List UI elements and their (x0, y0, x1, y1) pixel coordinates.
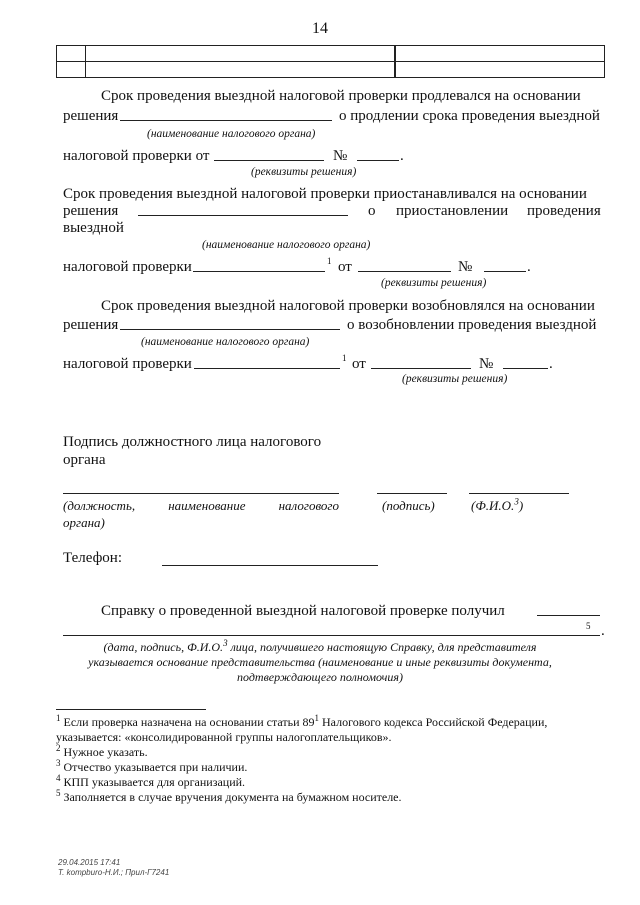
footnote-number: 1 (56, 713, 61, 723)
extension-caption-req: (реквизиты решения) (251, 166, 357, 178)
table-row (57, 62, 605, 78)
suspension-org2-blank (193, 271, 325, 272)
resumption-line1: Срок проведения выездной налоговой проверки возобновлялся на основании (101, 298, 595, 314)
suspension-ot: от (338, 259, 352, 275)
resumption-caption-org: (наименование налогового органа) (141, 336, 310, 348)
receipt-blank-1 (537, 615, 600, 616)
file-stamp-date: 29.04.2015 17:41 (58, 858, 121, 867)
table-cell (395, 62, 604, 78)
footnote-item (56, 715, 547, 730)
receipt-blank-2 (63, 635, 600, 636)
extension-line1: Срок проведения выездной налоговой проверки продлевался на основании (101, 88, 581, 104)
table-cell (85, 62, 394, 78)
resumption-org2-blank (194, 368, 340, 369)
table-row (57, 46, 605, 62)
top-table (56, 45, 605, 78)
caption-word: налогового (278, 498, 339, 513)
extension-number-blank (357, 160, 399, 161)
resumption-sup: 1 (342, 353, 347, 363)
resumption-caption-req: (реквизиты решения) (402, 373, 508, 385)
receipt-caption-2: указывается основание представительства (наименование и иные реквизиты документа, (88, 655, 552, 669)
suspension-o: о (368, 203, 376, 219)
suspension-resh: решения (63, 203, 119, 219)
suspension-org-blank (138, 215, 348, 216)
caption-fio-text: (Ф.И.О. (471, 498, 515, 513)
resumption-dot: . (549, 356, 553, 372)
resumption-date-blank (371, 368, 471, 369)
table-cell (85, 46, 394, 62)
extension-no: № (333, 148, 348, 164)
extension-caption-org: (наименование налогового органа) (147, 128, 316, 140)
footnote-sup: 1 (314, 713, 320, 723)
footnote-text: Нужное указать. (63, 745, 148, 759)
table-cell (395, 46, 604, 62)
receipt-line: Справку о проведенной выездной налоговой проверке получил (101, 603, 505, 619)
caption-text: лица, получившего настоящую Справку, для представителя (227, 640, 537, 654)
footnote-text: Отчество указывается при наличии. (63, 760, 248, 774)
footnotes (56, 715, 547, 805)
suspension-date-blank (358, 271, 451, 272)
footnote-text: указывается: «консолидированной группы налогоплательщиков». (56, 730, 392, 744)
suspension-caption-org: (наименование налогового органа) (202, 239, 371, 251)
caption-sup: 3 (223, 638, 228, 648)
footnote-item (56, 730, 547, 745)
page-number: 14 (312, 20, 328, 37)
footnote-item (56, 745, 547, 760)
footnote-separator (56, 709, 206, 710)
caption-text: (дата, подпись, Ф.И.О. (103, 640, 224, 654)
resumption-after: о возобновлении проведения выездной (347, 317, 597, 333)
signature-position-line (63, 493, 339, 494)
signature-line1: Подпись должностного лица налогового (63, 434, 322, 450)
suspension-number-blank (484, 271, 526, 272)
footnote-item (56, 760, 547, 775)
resumption-ot: от (352, 356, 366, 372)
suspension-line1: Срок проведения выездной налоговой проверки приостанавливался на основании (63, 186, 587, 202)
resumption-line3: налоговой проверки (63, 356, 192, 372)
suspension-line3: налоговой проверки (63, 259, 192, 275)
extension-after: о продлении срока проведения выездной (339, 108, 600, 124)
resumption-resh: решения (63, 317, 119, 333)
signature-sign-line (377, 493, 447, 494)
receipt-caption-3: подтверждающего полномочия) (237, 670, 403, 684)
resumption-number-blank (503, 368, 548, 369)
footnote-number: 2 (56, 743, 61, 753)
signature-caption-position (63, 498, 339, 514)
suspension-caption-req: (реквизиты решения) (381, 277, 487, 289)
extension-org-blank (120, 120, 332, 121)
caption-word: (должность, (63, 498, 136, 513)
extension-line3: налоговой проверки от (63, 148, 210, 164)
table-cell (57, 62, 86, 78)
resumption-org-blank (120, 329, 340, 330)
footnote-number: 4 (56, 773, 61, 783)
extension-dot: . (400, 148, 404, 164)
suspension-sup: 1 (327, 256, 332, 266)
signature-fio-line (469, 493, 569, 494)
footnote-number: 3 (56, 758, 61, 768)
footnote-text: Если проверка назначена на основании статьи 89 (63, 715, 315, 729)
caption-word: наименование (168, 498, 246, 513)
footnote-text: Налогового кодекса Российской Федерации, (319, 715, 548, 729)
suspension-priost: приостановлении (396, 203, 509, 219)
footnote-text: КПП указывается для организаций. (63, 775, 246, 789)
phone-label: Телефон: (63, 550, 122, 566)
signature-caption-organ: органа) (63, 515, 105, 530)
resumption-no: № (479, 356, 494, 372)
extension-resh: решения (63, 108, 119, 124)
extension-date-blank (214, 160, 324, 161)
receipt-sup: 5 (586, 621, 591, 631)
receipt-dot: . (601, 623, 605, 639)
suspension-proved: проведения (527, 203, 601, 219)
signature-caption-sign: (подпись) (382, 498, 435, 513)
footnote-item (56, 790, 547, 805)
signature-caption-fio (471, 498, 523, 514)
phone-blank (162, 565, 378, 566)
footnote-number: 5 (56, 788, 61, 798)
receipt-caption-1 (0, 640, 640, 654)
file-stamp-path: Т. kompburo-Н.И.; Прил-Г7241 (58, 868, 170, 877)
suspension-no: № (458, 259, 473, 275)
suspension-dot: . (527, 259, 531, 275)
footnote-text: Заполняется в случае вручения документа на бумажном носителе. (63, 790, 402, 804)
suspension-vyezd: выездной (63, 220, 124, 236)
caption-fio-end: ) (518, 498, 524, 513)
caption-fio-sup: 3 (514, 496, 519, 507)
table-cell (57, 46, 86, 62)
signature-line2: органа (63, 452, 106, 468)
footnote-item (56, 775, 547, 790)
